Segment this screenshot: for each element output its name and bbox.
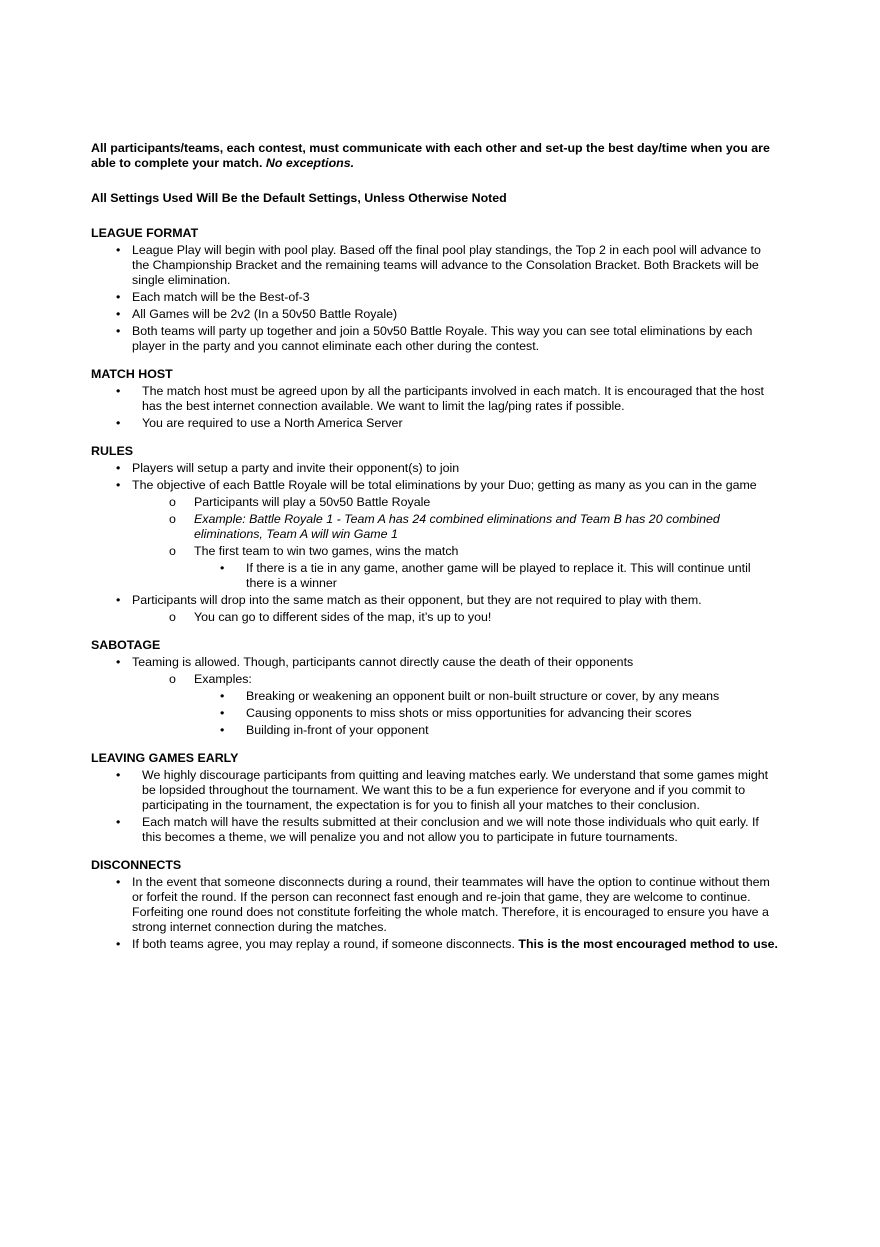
bullet-icon [116, 815, 120, 830]
circle-bullet-icon [169, 672, 176, 687]
list-item: o You can go to different sides of the map, it’s up to you! [91, 610, 781, 625]
intro-paragraph [91, 141, 781, 171]
list-item: • Players will setup a party and invite their opponent(s) to join [91, 461, 781, 476]
bullet-icon [116, 478, 120, 493]
list-item: • Causing opponents to miss shots or miss opportunities for advancing their scores [91, 706, 781, 721]
bullet-icon [116, 243, 120, 258]
section-heading: MATCH HOST [91, 367, 173, 381]
bullet-icon [116, 875, 120, 890]
section-leaving-games-early [91, 751, 781, 845]
list-item: • All Games will be 2v2 (In a 50v50 Battle Royale) [91, 307, 781, 322]
list-item: • Each match will be the Best-of-3 [91, 290, 781, 305]
intro-text: All participants/teams, each contest, must communicate with each other and set-up the best day/time when you are able to complete your match. [91, 141, 770, 170]
bullet-icon [220, 723, 224, 738]
section-league-format [91, 226, 781, 354]
section-heading: RULES [91, 444, 133, 458]
bullet-icon [116, 768, 120, 783]
list-item: • If both teams agree, you may replay a round, if someone disconnects. This is the most encouraged method to use. [91, 937, 781, 952]
list-item: • Building in-front of your opponent [91, 723, 781, 738]
bullet-icon [116, 655, 120, 670]
intro-emphasis: No exceptions. [265, 156, 355, 170]
list-item: • Breaking or weakening an opponent built or non-built structure or cover, by any means [91, 689, 781, 704]
list-item: • Participants will drop into the same match as their opponent, but they are not required to play with them. [91, 593, 781, 608]
list-item: o Example: Battle Royale 1 - Team A has 24 combined eliminations and Team B has 20 combined eliminations, Team A will win Game 1 [91, 512, 781, 542]
bullet-icon [116, 937, 120, 952]
section-rules [91, 444, 781, 625]
bullet-icon [116, 416, 120, 431]
list-item: o Participants will play a 50v50 Battle Royale [91, 495, 781, 510]
bullet-icon [116, 461, 120, 476]
list-item: • If there is a tie in any game, another game will be played to replace it. This will continue until there is a winner [91, 561, 781, 591]
list-item: • League Play will begin with pool play. Based off the final pool play standings, the Top 2 in each pool will advance to the Championship Bracket and the remaining teams will advance to the Consolation Bracket. Both Brackets will be single elimination. [91, 243, 781, 288]
bullet-icon [116, 324, 120, 339]
settings-note: All Settings Used Will Be the Default Settings, Unless Otherwise Noted [91, 191, 507, 205]
section-heading: LEAVING GAMES EARLY [91, 751, 239, 765]
bullet-icon [116, 307, 120, 322]
section-disconnects [91, 858, 781, 952]
list-item: • Each match will have the results submitted at their conclusion and we will note those individuals who quit early. If this becomes a theme, we will penalize you and not allow you to participate in future tournaments. [91, 815, 781, 845]
bullet-icon [220, 706, 224, 721]
bullet-icon [220, 689, 224, 704]
section-heading: LEAGUE FORMAT [91, 226, 199, 240]
bullet-icon [116, 384, 120, 399]
circle-bullet-icon [169, 544, 176, 559]
list-item: • Teaming is allowed. Though, participants cannot directly cause the death of their opponents [91, 655, 781, 670]
list-item: • You are required to use a North America Server [91, 416, 781, 431]
list-item: • Both teams will party up together and join a 50v50 Battle Royale. This way you can see total eliminations by each player in the party and you cannot eliminate each other during the contest. [91, 324, 781, 354]
bullet-icon [220, 561, 224, 576]
section-match-host [91, 367, 781, 431]
list-item: o The first team to win two games, wins the match [91, 544, 781, 559]
list-item: • In the event that someone disconnects during a round, their teammates will have the option to continue without them or forfeit the round. If the person can reconnect fast enough and re-join that game, they are welcome to continue. Forfeiting one round does not constitute forfeiting the whole match. Therefore, it is encouraged to ensure you have a strong internet connection during the matches. [91, 875, 781, 935]
section-heading: DISCONNECTS [91, 858, 182, 872]
section-sabotage [91, 638, 781, 738]
list-item: • The match host must be agreed upon by all the participants involved in each match. It is encouraged that the host has the best internet connection available. We want to limit the lag/ping rates if possible. [91, 384, 781, 414]
circle-bullet-icon [169, 495, 176, 510]
bullet-icon [116, 290, 120, 305]
section-heading: SABOTAGE [91, 638, 161, 652]
list-item: o Examples: [91, 672, 781, 687]
bullet-icon [116, 593, 120, 608]
list-item: • The objective of each Battle Royale will be total eliminations by your Duo; getting as many as you can in the game [91, 478, 781, 493]
circle-bullet-icon [169, 512, 176, 527]
list-item: • We highly discourage participants from quitting and leaving matches early. We understand that some games might be lopsided throughout the tournament. We want this to be a fun experience for everyone and if you commit to participating in the tournament, the expectation is for you to finish all your matches to their conclusion. [91, 768, 781, 813]
circle-bullet-icon [169, 610, 176, 625]
rules-document [91, 141, 781, 965]
